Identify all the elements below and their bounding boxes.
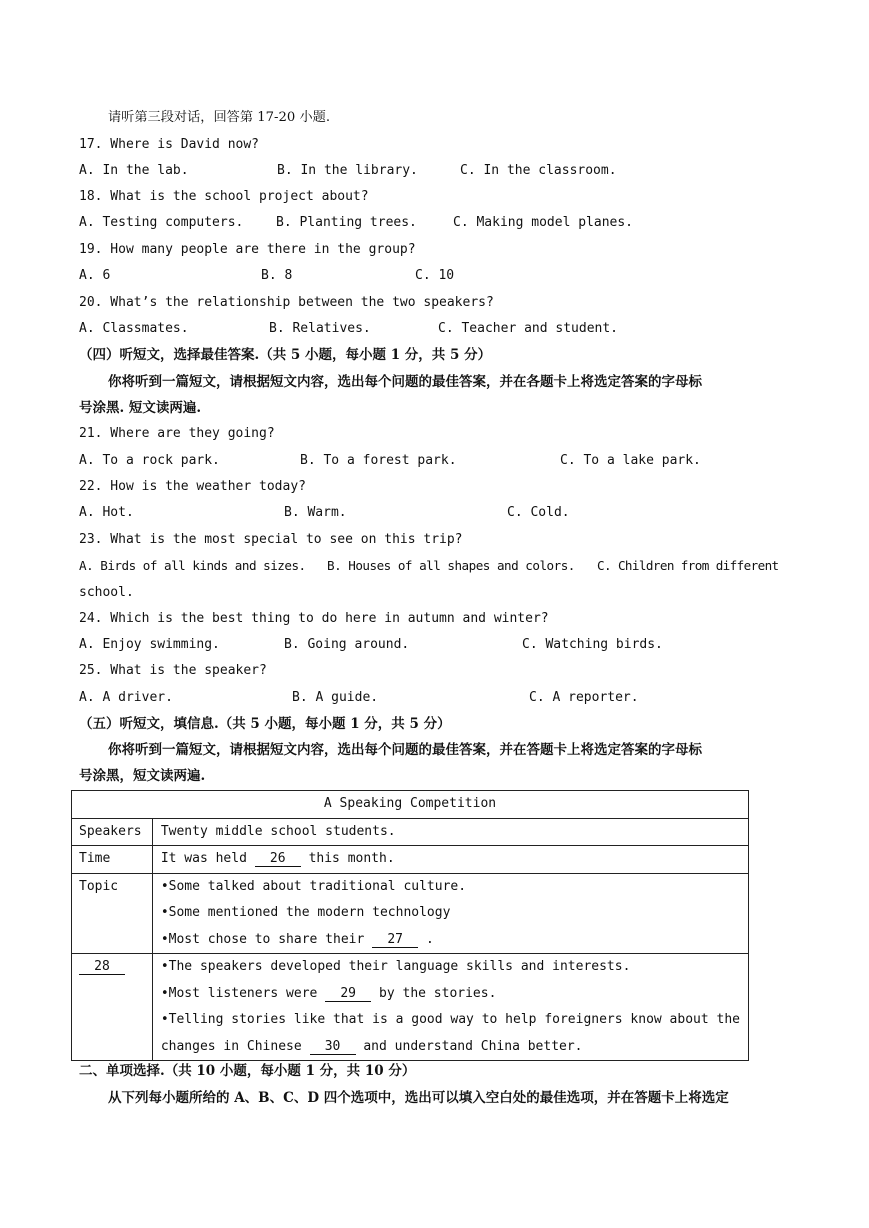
blank-27: 27 <box>372 932 418 948</box>
table-title-row <box>72 791 749 819</box>
option-22-c: C. Cold. <box>507 505 570 520</box>
question-21: 21. Where are they going? <box>79 426 275 441</box>
question-20: 20. What’s the relationship between the two speakers? <box>79 295 494 310</box>
row4-label <box>72 954 153 1061</box>
question-24: 24. Which is the best thing to do here in autumn and winter? <box>79 611 549 626</box>
option-20-c: C. Teacher and student. <box>438 321 619 336</box>
topic-bullet-2: •Some mentioned the modern technology <box>160 905 451 920</box>
row4-4-post: and understand China better. <box>363 1038 583 1054</box>
option-23-b: B. Houses of all shapes and colors. <box>327 558 575 573</box>
speakers-label: Speakers <box>72 818 153 846</box>
question-18: 18. What is the school project about? <box>79 189 369 204</box>
topic-value <box>152 873 748 954</box>
section4-instruction-1: 你将听到一篇短文，请根据短文内容，选出每个问题的最佳答案，并在各题卡上将选定答案的字母标 <box>108 374 702 390</box>
option-17-a: A. In the lab. <box>79 163 189 178</box>
time-value <box>152 846 748 874</box>
option-21-b: B. To a forest park. <box>300 453 457 468</box>
option-18-a: A. Testing computers. <box>79 215 244 230</box>
option-20-a: A. Classmates. <box>79 321 189 336</box>
option-23-a: A. Birds of all kinds and sizes. <box>79 558 306 573</box>
question-23: 23. What is the most special to see on this trip? <box>79 532 463 547</box>
option-24-a: A. Enjoy swimming. <box>79 637 220 652</box>
row4-2-post: by the stories. <box>379 985 497 1001</box>
time-text-pre: It was held <box>160 851 247 866</box>
option-19-a: A. 6 <box>79 268 111 283</box>
row4-bullet-2 <box>161 981 740 1008</box>
option-24-c: C. Watching birds. <box>522 637 663 652</box>
speaking-competition-table <box>71 790 749 1061</box>
option-23-continuation: school. <box>79 585 134 600</box>
question-22: 22. How is the weather today? <box>79 479 306 494</box>
row4-value <box>152 954 748 1061</box>
option-18-b: B. Planting trees. <box>276 215 417 230</box>
table-row-speakers <box>72 818 749 846</box>
blank-29: 29 <box>325 986 371 1002</box>
row4-line-4 <box>161 1034 740 1061</box>
section4-instruction-2: 号涂黑. 短文读两遍. <box>79 400 202 416</box>
question-19: 19. How many people are there in the group? <box>79 242 416 257</box>
option-19-b: B. 8 <box>261 268 293 283</box>
time-text-post: this month. <box>308 851 395 866</box>
option-22-a: A. Hot. <box>79 505 134 520</box>
speakers-value: Twenty middle school students. <box>152 818 748 846</box>
topic-label: Topic <box>72 873 153 954</box>
option-25-b: B. A guide. <box>292 690 379 705</box>
section5-instruction-1: 你将听到一篇短文，请根据短文内容，选出每个问题的最佳答案，并在答题卡上将选定答案的字母标 <box>108 742 702 758</box>
option-18-c: C. Making model planes. <box>453 215 634 230</box>
blank-28: 28 <box>79 959 125 975</box>
part2-heading: 二、单项选择.（共 10 小题，每小题 1 分，共 10 分） <box>79 1063 416 1079</box>
option-25-c: C. A reporter. <box>529 690 639 705</box>
option-24-b: B. Going around. <box>284 637 410 652</box>
section3-intro: 请听第三段对话，回答第 17-20 小题. <box>108 110 331 125</box>
table-row-topic <box>72 873 749 954</box>
topic-bullet-3 <box>161 927 740 954</box>
option-23-c: C. Children from different <box>597 558 779 573</box>
table-row-28 <box>72 954 749 1061</box>
section5-instruction-2: 号涂黑，短文读两遍. <box>79 768 206 784</box>
topic-bullet-1: •Some talked about traditional culture. <box>160 878 467 894</box>
question-25: 25. What is the speaker? <box>79 663 267 678</box>
option-25-a: A. A driver. <box>79 690 173 705</box>
blank-30: 30 <box>310 1039 356 1055</box>
row4-2-pre: •Most listeners were <box>160 985 318 1001</box>
topic-3-pre: •Most chose to share their <box>160 931 365 947</box>
option-21-c: C. To a lake park. <box>560 453 701 468</box>
row4-4-pre: changes in Chinese <box>160 1038 302 1054</box>
option-17-c: C. In the classroom. <box>460 163 617 178</box>
topic-3-post: . <box>425 931 434 947</box>
question-17: 17. Where is David now? <box>79 137 260 152</box>
part2-instruction: 从下列每小题所给的 A、B、C、D 四个选项中，选出可以填入空白处的最佳选项，并在答题卡上将选定 <box>108 1090 729 1106</box>
option-21-a: A. To a rock park. <box>79 453 220 468</box>
row4-bullet-1: •The speakers developed their language skills and interests. <box>160 959 631 974</box>
option-19-c: C. 10 <box>415 268 455 283</box>
table-title: A Speaking Competition <box>72 791 749 819</box>
table-row-time <box>72 846 749 874</box>
time-label: Time <box>72 846 153 874</box>
option-17-b: B. In the library. <box>277 163 418 178</box>
blank-26: 26 <box>255 851 301 867</box>
option-22-b: B. Warm. <box>284 505 347 520</box>
section4-heading: （四）听短文，选择最佳答案.（共 5 小题，每小题 1 分，共 5 分） <box>79 347 492 363</box>
row4-bullet-3: •Telling stories like that is a good way to help foreigners know about the <box>160 1012 740 1027</box>
section5-heading: （五）听短文，填信息.（共 5 小题，每小题 1 分，共 5 分） <box>79 716 451 732</box>
option-20-b: B. Relatives. <box>269 321 371 336</box>
